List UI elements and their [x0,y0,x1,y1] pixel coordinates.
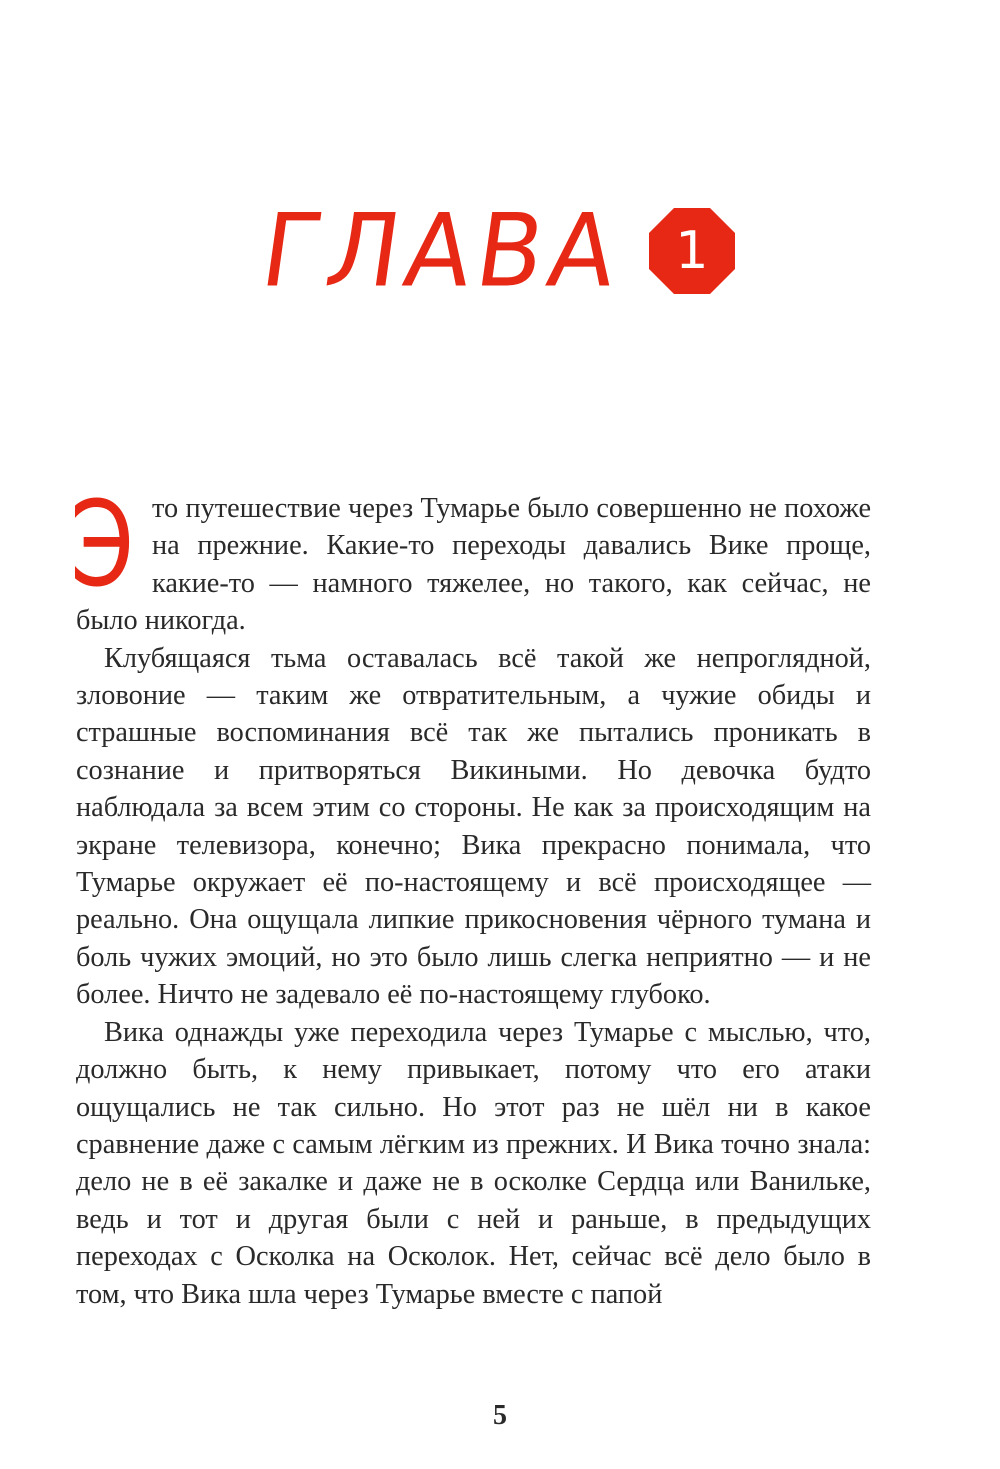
paragraph-1 [70,475,871,640]
chapter-title: ГЛАВА [254,192,630,310]
body-text [70,475,871,1313]
paragraph-1-text: то путешествие через Тумарье было совершенно не похоже на прежние. Какие-то переходы давались Вике проще, какие-то — намного тяжелее, но такого, как сейчас, не было никогда. [76,493,871,637]
chapter-number: 1 [675,221,709,281]
chapter-heading [0,192,1000,310]
drop-cap: Э [70,475,135,613]
page-number: 5 [493,1400,507,1431]
paragraph-3: Вика однажды уже переходила через Тумарье с мыслью, что, должно быть, к нему привыкает, потому что его атаки ощущались не так сильно. Но этот раз не шёл ни в какое сравнение даже с самым лёгким из прежних. И Вика точно знала: дело не в её закалке и даже не в осколке Сердца или Ванильке, ведь и тот и другая были с ней и раньше, в предыдущих переходах с Осколка на Осколок. Нет, сейчас всё дело было в том, что Вика шла через Тумарье вместе с папой [76,1016,871,1310]
paragraph-2: Клубящаяся тьма оставалась всё такой же непроглядной, зловоние — таким же отвратительным, а чужие обиды и страшные воспоминания всё так же пытались проникать в сознание и притворяться Викиными. Но девочка будто наблюдала за всем этим со стороны. Не как за происходящим на экране телевизора, конечно; Вика прекрасно понимала, что Тумарье окружает её по-настоящему и всё происходящее — реально. Она ощущала липкие прикосновения чёрного тумана и боль чужих эмоций, но это было лишь слегка неприятно — и не более. Ничто не задевало её по-настоящему глубоко. [76,642,871,1011]
chapter-number-badge [647,206,737,296]
